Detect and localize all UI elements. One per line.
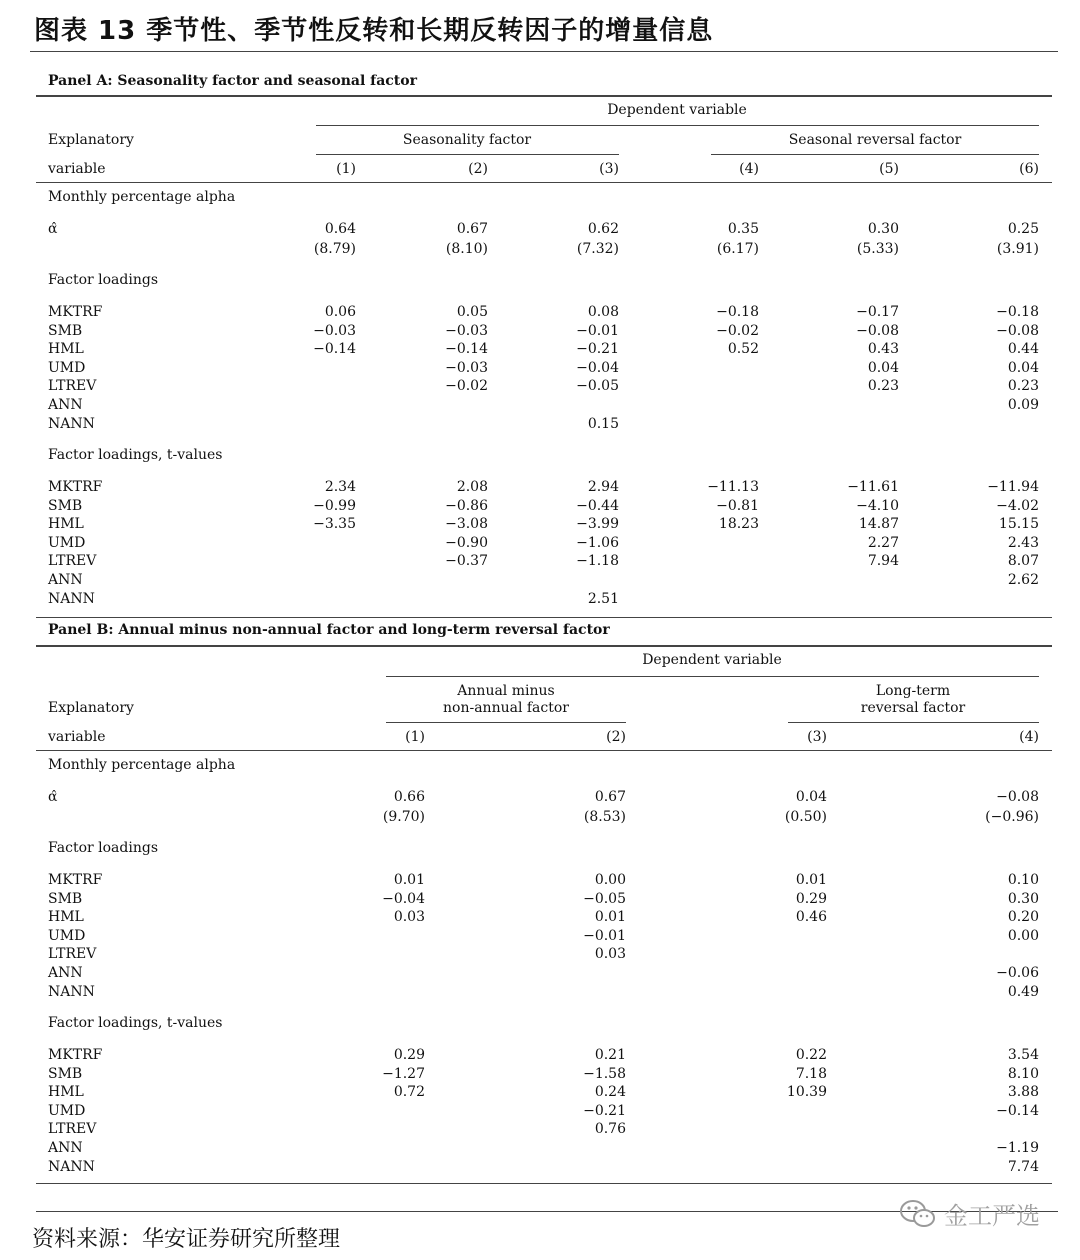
alpha-cell: 0.66	[393, 789, 425, 805]
loading-label: ANN	[48, 965, 83, 981]
tvalue-cell: −0.14	[996, 1102, 1039, 1119]
alpha-t-cell: (8.10)	[445, 241, 488, 257]
group-label: Long-term	[875, 683, 951, 699]
figure-title: 图表 13 季节性、季节性反转和长期反转因子的增量信息	[34, 16, 714, 46]
section-label: Monthly percentage alpha	[48, 757, 236, 773]
alpha-cell: 0.64	[324, 221, 356, 237]
tvalue-cell: −0.44	[576, 497, 619, 514]
loading-cell: 0.09	[1007, 397, 1039, 413]
alpha-t-cell: (8.79)	[313, 241, 356, 257]
loading-label: HML	[48, 341, 84, 358]
loading-cell: −0.04	[382, 890, 425, 907]
column-header: (2)	[606, 729, 626, 745]
alpha-t-cell: (0.50)	[784, 809, 827, 825]
loading-label: UMD	[48, 359, 86, 376]
tvalue-label: LTREV	[48, 1121, 97, 1138]
tvalue-cell: 10.39	[786, 1084, 827, 1101]
column-header: (3)	[599, 161, 619, 177]
group-label: Seasonal reversal factor	[788, 132, 962, 148]
column-header: (1)	[405, 729, 425, 745]
tvalue-label: HML	[48, 1084, 84, 1101]
column-header: (4)	[1019, 729, 1039, 745]
column-header: (6)	[1019, 161, 1039, 177]
wechat-icon	[898, 1198, 938, 1230]
loading-cell: 0.29	[795, 890, 827, 907]
tvalue-label: SMB	[48, 497, 83, 514]
alpha-cell: 0.67	[594, 789, 626, 805]
loading-cell: 0.20	[1007, 909, 1039, 926]
tvalue-cell: 0.21	[594, 1047, 626, 1063]
loading-label: MKTRF	[48, 304, 103, 320]
tvalue-cell: −3.35	[313, 516, 356, 533]
loading-cell: −0.18	[716, 304, 759, 320]
loading-cell: −0.21	[576, 341, 619, 358]
group-label: reversal factor	[860, 700, 966, 716]
title-rule	[30, 51, 1058, 52]
loading-cell: 0.43	[867, 341, 899, 358]
group-rule	[788, 722, 1039, 723]
loading-cell: −0.05	[583, 890, 626, 907]
tvalue-cell: 7.18	[795, 1065, 827, 1082]
explanatory-label: Explanatory	[48, 700, 134, 716]
tvalue-cell: −3.08	[445, 516, 488, 533]
tvalue-cell: −4.02	[996, 497, 1039, 514]
panel-b-top-rule	[36, 645, 1052, 647]
loading-cell: 0.10	[1007, 872, 1039, 888]
alpha-t-cell: (−0.96)	[985, 809, 1039, 825]
dependent-variable-rule	[316, 125, 1039, 126]
alpha-t-cell: (9.70)	[382, 809, 425, 825]
loading-cell: −0.05	[576, 378, 619, 395]
loading-cell: −0.04	[576, 359, 619, 376]
section-label: Factor loadings	[48, 272, 159, 288]
tvalue-label: NANN	[48, 590, 95, 607]
group-label: Seasonality factor	[402, 132, 532, 148]
loading-label: NANN	[48, 415, 95, 432]
loading-cell: 0.06	[324, 304, 356, 320]
tvalue-label: ANN	[48, 1140, 83, 1156]
tvalue-cell: 0.24	[594, 1084, 626, 1101]
loading-cell: 0.01	[393, 872, 425, 888]
section-label: Monthly percentage alpha	[48, 189, 236, 205]
alpha-cell: 0.35	[727, 221, 759, 237]
tvalue-label: MKTRF	[48, 1047, 103, 1063]
header-rule	[36, 750, 1052, 751]
tvalue-label: UMD	[48, 1102, 86, 1119]
tvalue-cell: −1.18	[576, 553, 619, 570]
loading-cell: −0.03	[313, 322, 356, 339]
dependent-variable-label: Dependent variable	[607, 102, 747, 118]
alpha-t-cell: (8.53)	[583, 809, 626, 825]
loading-label: LTREV	[48, 946, 97, 963]
loading-label: NANN	[48, 983, 95, 1000]
tvalue-cell: 3.54	[1007, 1047, 1039, 1063]
loading-cell: 0.23	[1007, 378, 1039, 395]
tvalue-cell: 2.62	[1007, 572, 1039, 588]
loading-cell: −0.18	[996, 304, 1039, 320]
column-header: (1)	[336, 161, 356, 177]
variable-label: variable	[48, 161, 106, 177]
loading-cell: −0.14	[313, 341, 356, 358]
column-header: (2)	[468, 161, 488, 177]
tvalue-cell: −11.13	[707, 479, 759, 495]
loading-cell: −0.02	[445, 378, 488, 395]
tvalue-cell: −0.99	[313, 497, 356, 514]
group-rule	[316, 154, 619, 155]
tvalue-cell: 0.72	[393, 1084, 425, 1101]
panel-a-title: Panel A: Seasonality factor and seasonal factor	[48, 73, 417, 89]
loading-cell: −0.08	[996, 322, 1039, 339]
loading-cell: −0.14	[445, 341, 488, 358]
tvalue-label: SMB	[48, 1065, 83, 1082]
loading-cell: 0.52	[727, 341, 759, 358]
tvalue-label: HML	[48, 516, 84, 533]
variable-label: variable	[48, 729, 106, 745]
alpha-cell: 0.67	[456, 221, 488, 237]
tvalue-label: MKTRF	[48, 479, 103, 495]
panel-b-bottom-rule	[36, 1183, 1052, 1184]
panel-a-top-rule	[36, 95, 1052, 97]
loading-label: ANN	[48, 397, 83, 413]
tvalue-cell: −1.19	[996, 1140, 1039, 1156]
tvalue-cell: 8.10	[1007, 1065, 1039, 1082]
tvalue-cell: −0.86	[445, 497, 488, 514]
tvalue-label: UMD	[48, 534, 86, 551]
tvalue-cell: −3.99	[576, 516, 619, 533]
alpha-t-cell: (6.17)	[716, 241, 759, 257]
loading-cell: 0.30	[1007, 890, 1039, 907]
loading-cell: 0.44	[1007, 341, 1039, 358]
loading-cell: 0.03	[594, 946, 626, 963]
dependent-variable-label: Dependent variable	[642, 652, 782, 668]
tvalue-cell: 8.07	[1007, 553, 1039, 570]
tvalue-cell: −0.37	[445, 553, 488, 570]
loading-cell: −0.01	[583, 927, 626, 944]
tvalue-cell: −0.90	[445, 534, 488, 551]
tvalue-cell: 2.43	[1007, 534, 1039, 551]
loading-cell: 0.00	[1007, 927, 1039, 944]
tvalue-cell: 0.76	[594, 1121, 626, 1138]
tvalue-cell: 2.08	[456, 479, 488, 495]
loading-cell: −0.06	[996, 965, 1039, 981]
dependent-variable-rule	[386, 676, 1039, 677]
group-rule	[711, 154, 1039, 155]
alpha-cell: 0.04	[795, 789, 827, 805]
panel-a-bottom-rule	[36, 617, 1052, 618]
column-header: (4)	[739, 161, 759, 177]
explanatory-label: Explanatory	[48, 132, 134, 148]
loading-cell: 0.23	[867, 378, 899, 395]
loading-cell: 0.49	[1007, 983, 1039, 1000]
group-label: Annual minus	[457, 683, 555, 699]
loading-cell: −0.01	[576, 322, 619, 339]
tvalue-cell: 7.74	[1007, 1158, 1039, 1175]
alpha-t-cell: (7.32)	[576, 241, 619, 257]
tvalue-cell: −0.81	[716, 497, 759, 514]
alpha-t-cell: (3.91)	[996, 241, 1039, 257]
tvalue-cell: 0.22	[795, 1047, 827, 1063]
tvalue-cell: −1.06	[576, 534, 619, 551]
alpha-cell: −0.08	[996, 789, 1039, 805]
loading-label: LTREV	[48, 378, 97, 395]
tvalue-cell: −4.10	[856, 497, 899, 514]
section-label: Factor loadings	[48, 840, 159, 856]
watermark-text: 金工严选	[944, 1202, 1040, 1230]
tvalue-cell: 2.34	[324, 479, 356, 495]
loading-cell: 0.01	[795, 872, 827, 888]
group-label: non-annual factor	[443, 700, 569, 716]
tvalue-cell: −11.61	[847, 479, 899, 495]
loading-label: HML	[48, 909, 84, 926]
tvalue-cell: 2.94	[587, 479, 619, 495]
loading-cell: −0.08	[856, 322, 899, 339]
loading-cell: 0.03	[393, 909, 425, 926]
loading-cell: 0.00	[594, 872, 626, 888]
column-header: (5)	[879, 161, 899, 177]
tvalue-cell: −11.94	[987, 479, 1039, 495]
tvalue-label: LTREV	[48, 553, 97, 570]
tvalue-cell: 0.29	[393, 1047, 425, 1063]
loading-label: UMD	[48, 927, 86, 944]
section-label: Factor loadings, t-values	[48, 447, 223, 463]
tvalue-cell: 2.27	[867, 534, 899, 551]
tvalue-cell: 18.23	[718, 516, 759, 533]
header-rule	[36, 182, 1052, 183]
loading-cell: −0.02	[716, 322, 759, 339]
alpha-cell: 0.25	[1007, 221, 1039, 237]
loading-label: SMB	[48, 322, 83, 339]
loading-cell: 0.15	[587, 415, 619, 432]
source-note: 资料来源：华安证券研究所整理	[32, 1227, 341, 1252]
loading-cell: 0.05	[456, 304, 488, 320]
tvalue-cell: 14.87	[858, 516, 899, 533]
alpha-symbol: α̂	[48, 789, 58, 805]
alpha-symbol: α̂	[48, 221, 58, 237]
group-rule	[386, 722, 626, 723]
tvalue-label: ANN	[48, 572, 83, 588]
tvalue-cell: 7.94	[867, 553, 899, 570]
loading-cell: 0.08	[587, 304, 619, 320]
watermark	[898, 1196, 1040, 1231]
tvalue-cell: −1.27	[382, 1065, 425, 1082]
alpha-cell: 0.30	[867, 221, 899, 237]
loading-label: SMB	[48, 890, 83, 907]
panel-b-title: Panel B: Annual minus non-annual factor and long-term reversal factor	[48, 622, 610, 638]
loading-cell: 0.04	[867, 359, 899, 376]
loading-cell: −0.03	[445, 359, 488, 376]
tvalue-cell: −0.21	[583, 1102, 626, 1119]
section-label: Factor loadings, t-values	[48, 1015, 223, 1031]
tvalue-cell: 2.51	[587, 590, 619, 607]
alpha-cell: 0.62	[587, 221, 619, 237]
tvalue-cell: −1.58	[583, 1065, 626, 1082]
loading-cell: −0.03	[445, 322, 488, 339]
tvalue-cell: 15.15	[998, 516, 1039, 533]
loading-cell: 0.04	[1007, 359, 1039, 376]
loading-cell: 0.46	[795, 909, 827, 926]
tvalue-label: NANN	[48, 1158, 95, 1175]
loading-cell: −0.17	[856, 304, 899, 320]
tvalue-cell: 3.88	[1007, 1084, 1039, 1101]
loading-cell: 0.01	[594, 909, 626, 926]
column-header: (3)	[807, 729, 827, 745]
loading-label: MKTRF	[48, 872, 103, 888]
alpha-t-cell: (5.33)	[856, 241, 899, 257]
